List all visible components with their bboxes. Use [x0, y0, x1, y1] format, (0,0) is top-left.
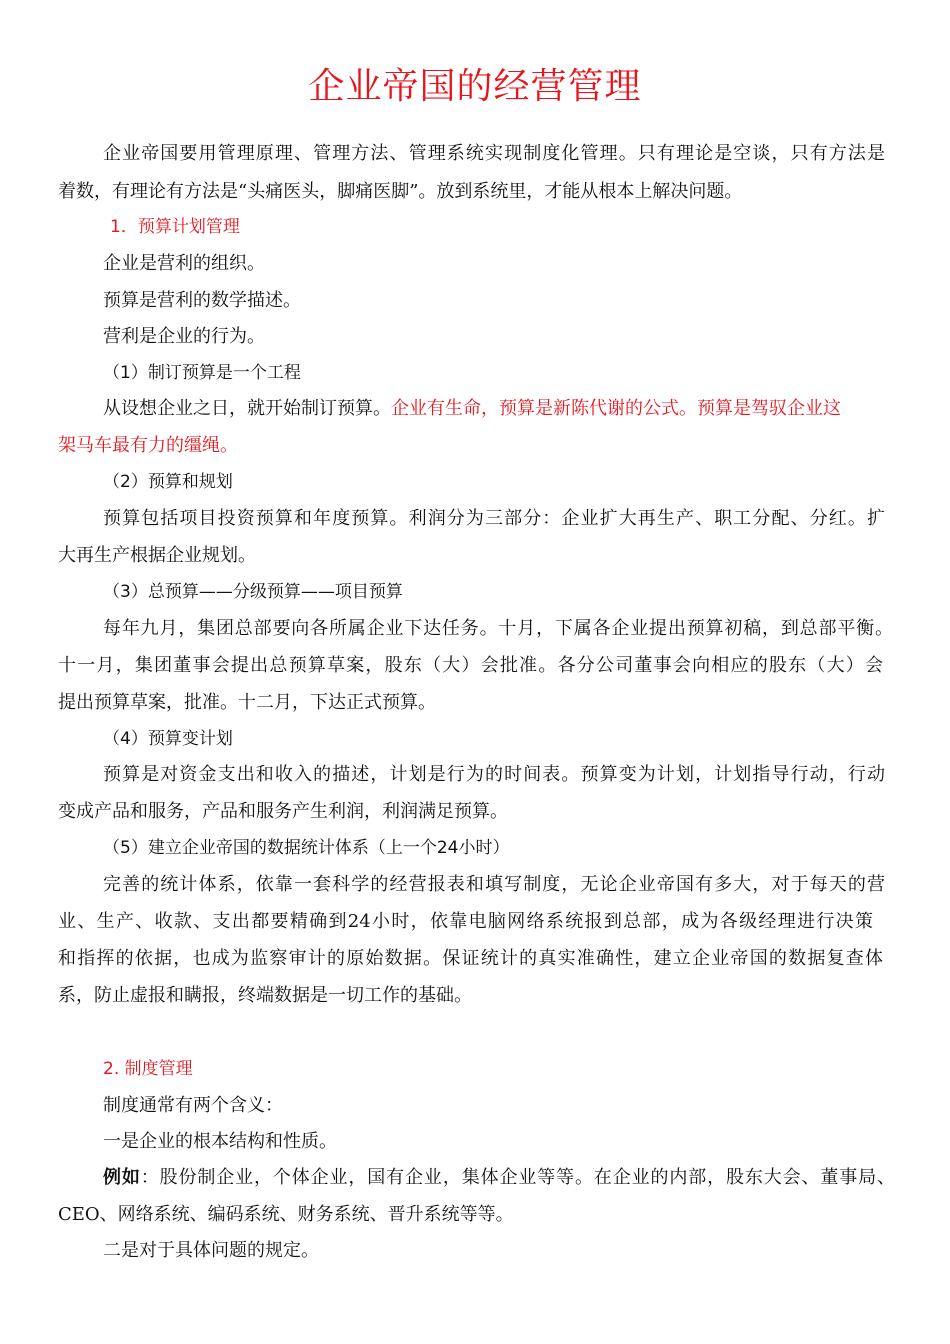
subsection-3-line-2: 十一月，集团董事会提出总预算草案，股东（大）会批准。各分公司董事会向相应的股东（大）会: [58, 655, 883, 676]
subsection-5-line-1: 完善的统计体系，依靠一套科学的经营报表和填写制度，无论企业帝国有多大，对于每天的营: [103, 874, 885, 895]
subsection-3-heading: （3）总预算——分级预算——项目预算: [103, 582, 403, 602]
subsection-5-line-3: 和指挥的依据，也成为监察审计的原始数据。保证统计的真实准确性，建立企业帝国的数据复查体: [58, 948, 883, 969]
section-2-example-line-1: [103, 1166, 895, 1190]
section-2-paragraph-2: 一是企业的根本结构和性质。: [103, 1131, 337, 1152]
section-2-paragraph-1: 制度通常有两个含义：: [103, 1095, 283, 1116]
subsection-1-heading: （1）制订预算是一个工程: [103, 363, 301, 383]
subsection-5-line-4: 系，防止虚报和瞒报，终端数据是一切工作的基础。: [58, 985, 472, 1006]
subsection-2-heading: （2）预算和规划: [103, 472, 233, 492]
subsection-5-heading: （5）建立企业帝国的数据统计体系（上一个24小时）: [103, 838, 510, 858]
section-2-example-line-2: CEO、网络系统、编码系统、财务系统、晋升系统等等。: [58, 1204, 514, 1225]
subsection-4-line-2: 变成产品和服务，产品和服务产生利润，利润满足预算。: [58, 801, 508, 822]
section-2-heading: 2. 制度管理: [103, 1059, 193, 1079]
section-1-paragraph-3: 营利是企业的行为。: [103, 326, 265, 347]
subsection-2-line-2: 大再生产根据企业规划。: [58, 545, 256, 566]
document-title: 企业帝国的经营管理: [308, 66, 642, 107]
example-label: 例如: [103, 1167, 141, 1188]
subsection-1-line-2-highlight: 架马车最有力的缰绳。: [58, 435, 238, 456]
section-1-paragraph-2: 预算是营利的数学描述。: [103, 290, 301, 311]
subsection-4-heading: （4）预算变计划: [103, 729, 233, 749]
subsection-3-line-3: 提出预算草案，批准。十二月，下达正式预算。: [58, 692, 436, 713]
subsection-1-line-1-highlight: 企业有生命，预算是新陈代谢的公式。预算是驾驭企业这: [391, 398, 841, 419]
intro-line-2: 着数，有理论有方法是“头痛医头，脚痛医脚”。放到系统里，才能从根本上解决问题。: [58, 181, 743, 202]
section-1-heading: 1．预算计划管理: [110, 217, 240, 237]
intro-line-1: 企业帝国要用管理原理、管理方法、管理系统实现制度化管理。只有理论是空谈，只有方法是: [103, 143, 885, 164]
subsection-2-line-1: 预算包括项目投资预算和年度预算。利润分为三部分：企业扩大再生产、职工分配、分红。扩: [103, 508, 885, 529]
example-text: ：股份制企业，个体企业，国有企业，集体企业等等。在企业的内部，股东大会、董事局、: [140, 1167, 896, 1188]
subsection-3-line-1: 每年九月，集团总部要向各所属企业下达任务。十月，下属各企业提出预算初稿，到总部平衡。: [103, 618, 893, 639]
section-2-paragraph-3: 二是对于具体问题的规定。: [103, 1240, 319, 1261]
section-1-paragraph-1: 企业是营利的组织。: [103, 253, 265, 274]
subsection-1-line-1-normal: 从设想企业之日，就开始制订预算。: [103, 398, 391, 419]
subsection-1-line-1: [103, 397, 841, 421]
subsection-5-line-2: 业、生产、收款、支出都要精确到24小时，依靠电脑网络系统报到总部，成为各级经理进行决策: [58, 911, 873, 932]
subsection-4-line-1: 预算是对资金支出和收入的描述，计划是行为的时间表。预算变为计划，计划指导行动，行动: [103, 764, 885, 785]
